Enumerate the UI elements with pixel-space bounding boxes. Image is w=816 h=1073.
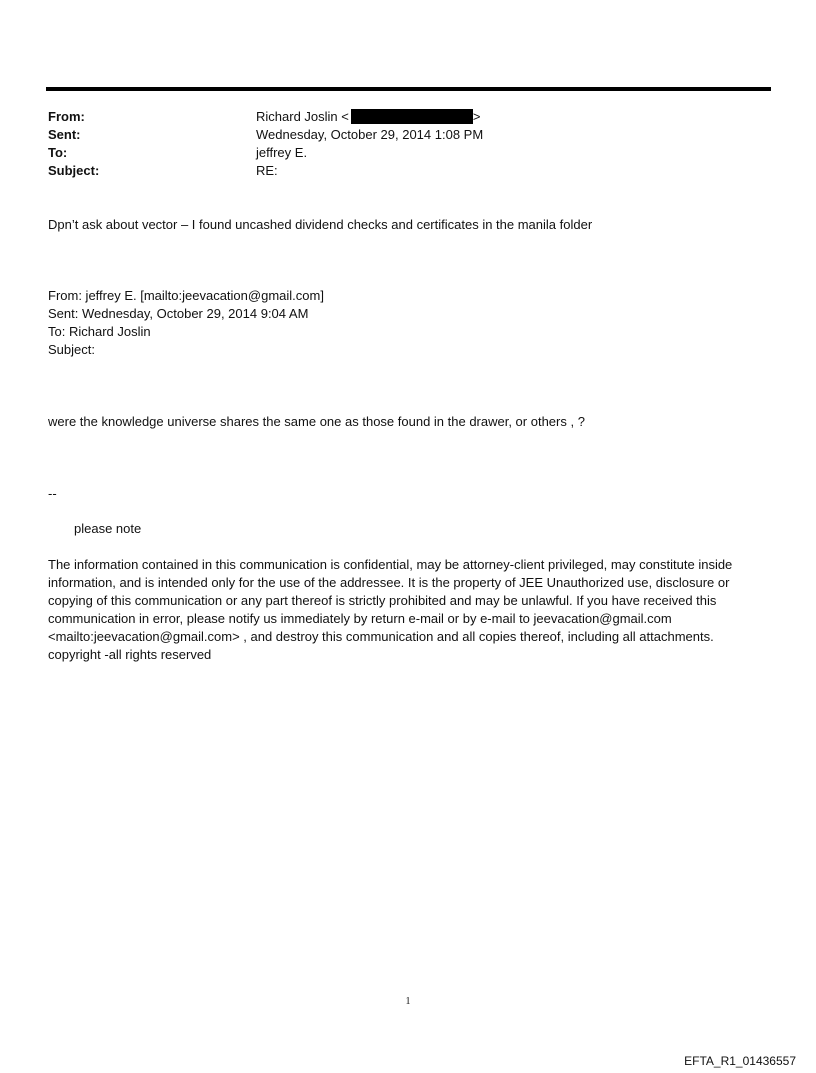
redaction-box [351,109,473,124]
to-label: To: [48,145,68,160]
reply-body: Dpn’t ask about vector – I found uncashed dividend checks and certificates in the manila folder [48,217,593,232]
original-body: were the knowledge universe shares the same one as those found in the drawer, or others , ? [48,414,585,429]
from-close-bracket: > [472,109,481,124]
sent-label: Sent: [48,127,81,142]
from-label: From: [48,109,85,124]
from-value [256,108,480,126]
signature-separator: -- [48,486,57,501]
forwarded-subject: Subject: [48,342,95,357]
subject-label: Subject: [48,163,100,178]
to-value: jeffrey E. [256,145,308,160]
forwarded-from: From: jeffrey E. [mailto:jeevacation@gmail.com] [48,288,324,303]
subject-value: RE: [256,163,278,178]
forwarded-to: To: Richard Joslin [48,324,151,339]
forwarded-sent: Sent: Wednesday, October 29, 2014 9:04 AM [48,306,309,321]
page-number: 1 [405,996,411,1007]
sent-value: Wednesday, October 29, 2014 1:08 PM [256,127,484,142]
bates-number: EFTA_R1_01436557 [684,1054,796,1068]
from-name: Richard Joslin < [256,109,349,124]
confidentiality-disclaimer: The information contained in this communication is confidential, may be attorney-client privileged, may constitute inside information, and is intended only for the use of the addressee. It is the property of JEE Unauthorized use, disclosure or copying of this communication or any part thereof is strictly prohibited and may be unlawful. If you have received this communication in error, please notify us immediately by return e-mail or by e-mail to jeevacation@gmail.com <mailto:jeevacation@gmail.com> , and destroy this communication and all copies thereof, including all attachments. copyright -all rights reserved [48,557,733,662]
header-rule [46,87,771,91]
please-note: please note [74,521,142,536]
